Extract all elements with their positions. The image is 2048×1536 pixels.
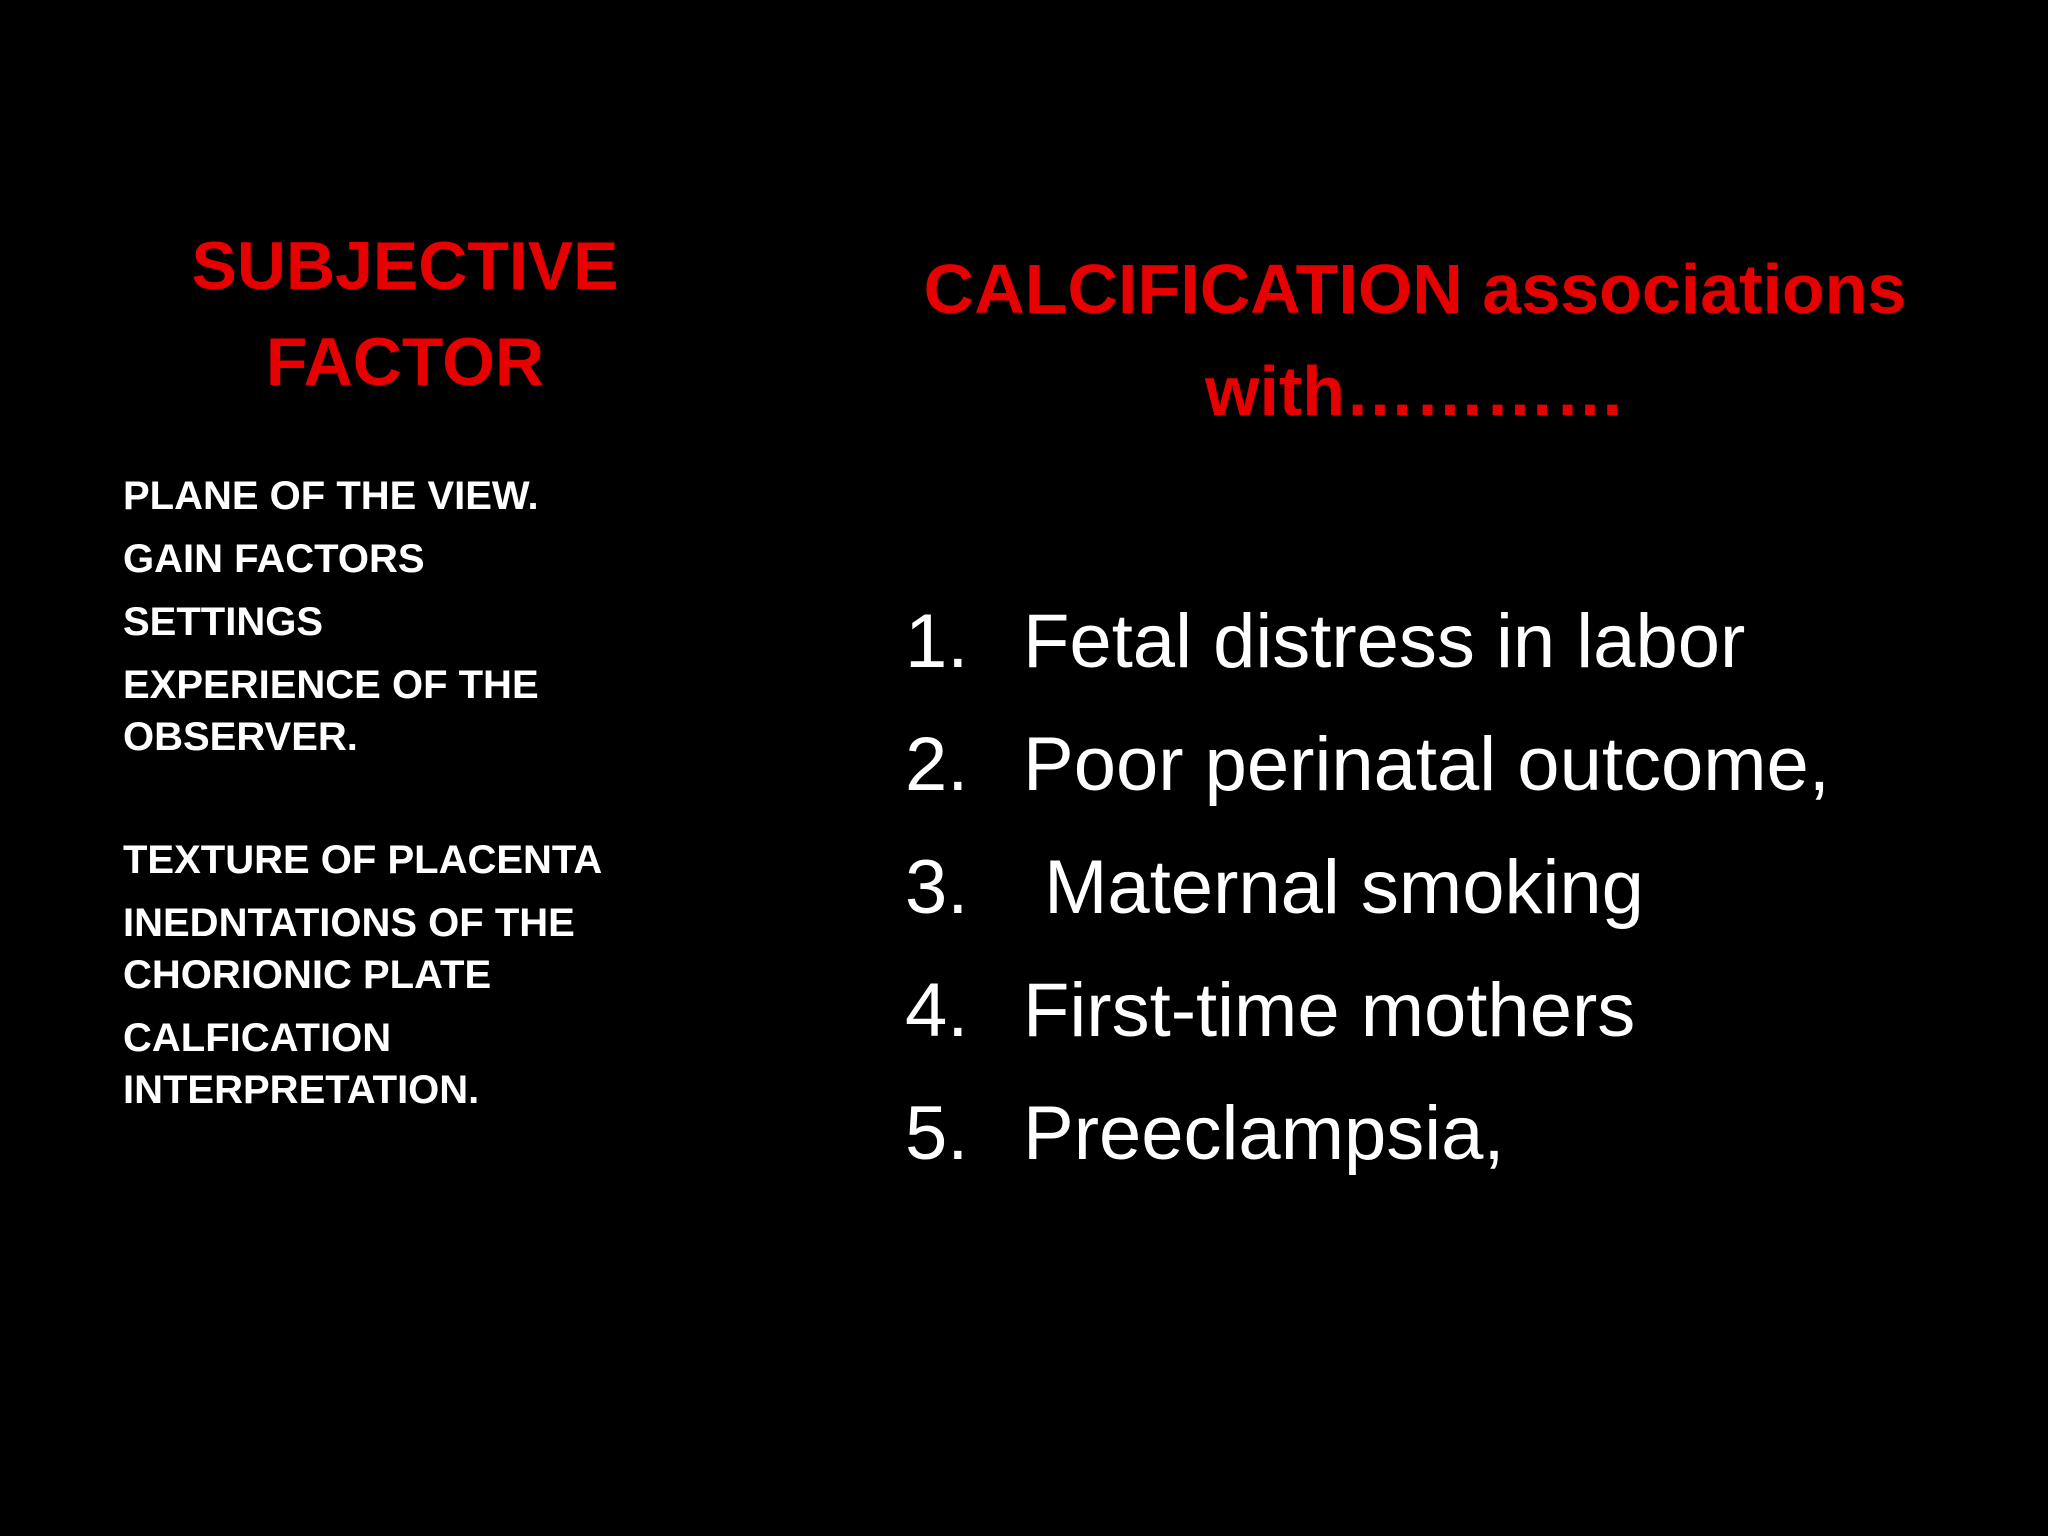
- heading-line: FACTOR: [265, 324, 545, 400]
- list-item: [123, 659, 643, 763]
- list-item-text: CALFICATION: [123, 1016, 392, 1060]
- calcification-associations-list: [905, 580, 2005, 1195]
- list-number: 1.: [905, 599, 969, 684]
- list-item-text: EXPERIENCE OF THE: [123, 663, 539, 707]
- list-item-text: CHORIONIC PLATE: [123, 953, 492, 997]
- list-item-text: Maternal smoking: [1023, 845, 1644, 930]
- list-number: 5.: [905, 1091, 969, 1176]
- heading-line: CALCIFICATION associations: [923, 250, 1907, 328]
- list-item-text: OBSERVER.: [123, 715, 358, 759]
- list-item-text: PLANE OF THE VIEW.: [123, 474, 539, 518]
- calcification-heading: [900, 238, 1930, 442]
- list-item-text: Preeclampsia,: [1023, 1091, 1505, 1176]
- list-item: [123, 470, 643, 522]
- list-number: 2.: [905, 722, 969, 807]
- list-item-text: Fetal distress in labor: [1023, 599, 1746, 684]
- list-item-text: GAIN FACTORS: [123, 537, 425, 581]
- list-item: [123, 897, 643, 1001]
- list-item-text: INTERPRETATION.: [123, 1068, 480, 1112]
- list-item-text: TEXTURE OF PLACENTA: [123, 838, 603, 882]
- heading-line: with…………: [1205, 352, 1625, 430]
- list-item-text: INEDNTATIONS OF THE: [123, 901, 575, 945]
- list-item: [905, 949, 2005, 1072]
- list-number: 4.: [905, 968, 969, 1053]
- list-item: [905, 703, 2005, 826]
- list-item-text: First-time mothers: [1023, 968, 1636, 1053]
- list-item: [123, 596, 643, 648]
- list-item-text: SETTINGS: [123, 600, 324, 644]
- list-item: [123, 1012, 643, 1116]
- subjective-factor-heading: [160, 218, 650, 410]
- subjective-factor-list: [123, 470, 643, 1127]
- list-item: [905, 1072, 2005, 1195]
- list-item-text: Poor perinatal outcome,: [1023, 722, 1830, 807]
- list-item: [905, 580, 2005, 703]
- list-item: [123, 834, 643, 886]
- list-item: [905, 826, 2005, 949]
- list-spacer: [123, 774, 643, 834]
- list-number: 3.: [905, 845, 969, 930]
- list-item: [123, 533, 643, 585]
- heading-line: SUBJECTIVE: [191, 228, 619, 304]
